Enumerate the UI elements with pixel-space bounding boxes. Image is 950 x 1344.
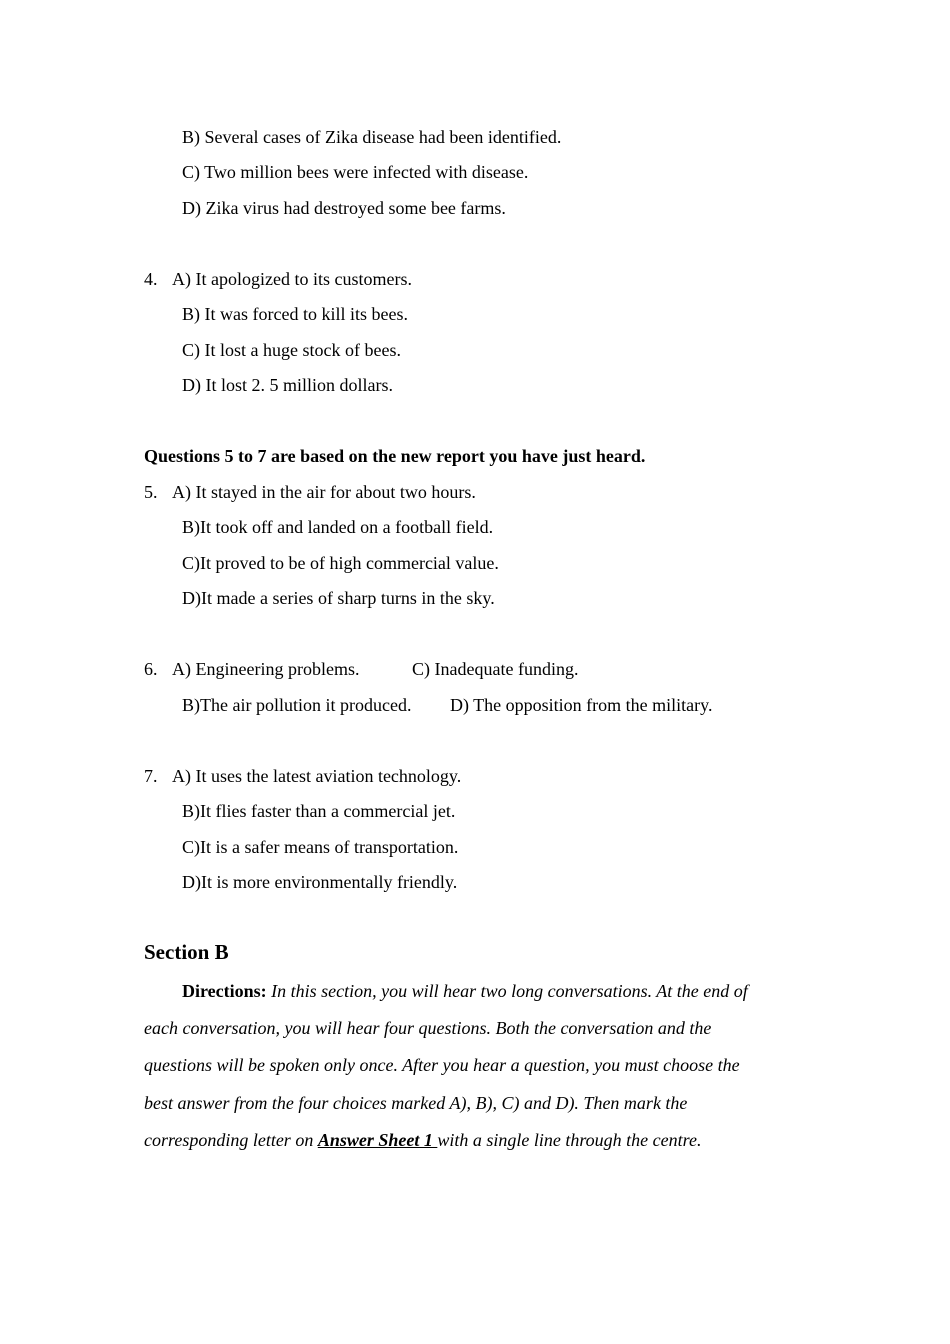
- answer-sheet-reference: Answer Sheet 1: [317, 1130, 438, 1150]
- question-number: 6.: [144, 659, 158, 679]
- option-7c: C)It is a safer means of transportation.: [182, 837, 459, 857]
- option-7b: B)It flies faster than a commercial jet.: [182, 801, 456, 821]
- directions-text: with a single line through the centre.: [437, 1130, 702, 1150]
- group-heading: Questions 5 to 7 are based on the new report you have just heard.: [144, 446, 646, 466]
- option-6c: C) Inadequate funding.: [412, 659, 579, 679]
- option-4b: B) It was forced to kill its bees.: [182, 304, 408, 324]
- option-5b: B)It took off and landed on a football field.: [182, 517, 494, 537]
- directions-label: Directions:: [182, 981, 267, 1001]
- option-6d: D) The opposition from the military.: [450, 695, 713, 715]
- option-7d: D)It is more environmentally friendly.: [182, 872, 458, 892]
- option-3b: B) Several cases of Zika disease had been identified.: [182, 127, 562, 147]
- question-number: 5.: [144, 482, 158, 502]
- option-6a: A) Engineering problems.: [172, 659, 360, 679]
- directions-line-5: [144, 1129, 701, 1151]
- directions-line-2: each conversation, you will hear four questions. Both the conversation and the: [144, 1018, 712, 1038]
- option-5d: D)It made a series of sharp turns in the sky.: [182, 588, 495, 608]
- question-number: 7.: [144, 766, 158, 786]
- directions-line-4: best answer from the four choices marked A), B), C) and D). Then mark the: [144, 1093, 688, 1113]
- option-4c: C) It lost a huge stock of bees.: [182, 340, 401, 360]
- directions-line-1: [182, 980, 748, 1002]
- directions-text: corresponding letter on: [144, 1130, 318, 1150]
- directions-line-3: questions will be spoken only once. After you hear a question, you must choose the: [144, 1055, 740, 1075]
- option-3d: D) Zika virus had destroyed some bee farms.: [182, 198, 506, 218]
- option-3c: C) Two million bees were infected with disease.: [182, 162, 529, 182]
- option-6b: B)The air pollution it produced.: [182, 695, 412, 715]
- option-4d: D) It lost 2. 5 million dollars.: [182, 375, 393, 395]
- section-title: Section B: [144, 940, 229, 964]
- option-4a: A) It apologized to its customers.: [172, 269, 412, 289]
- option-5a: A) It stayed in the air for about two hours.: [172, 482, 476, 502]
- directions-text: In this section, you will hear two long conversations. At the end of: [266, 981, 748, 1001]
- option-5c: C)It proved to be of high commercial value.: [182, 553, 499, 573]
- question-number: 4.: [144, 269, 158, 289]
- option-7a: A) It uses the latest aviation technology.: [172, 766, 462, 786]
